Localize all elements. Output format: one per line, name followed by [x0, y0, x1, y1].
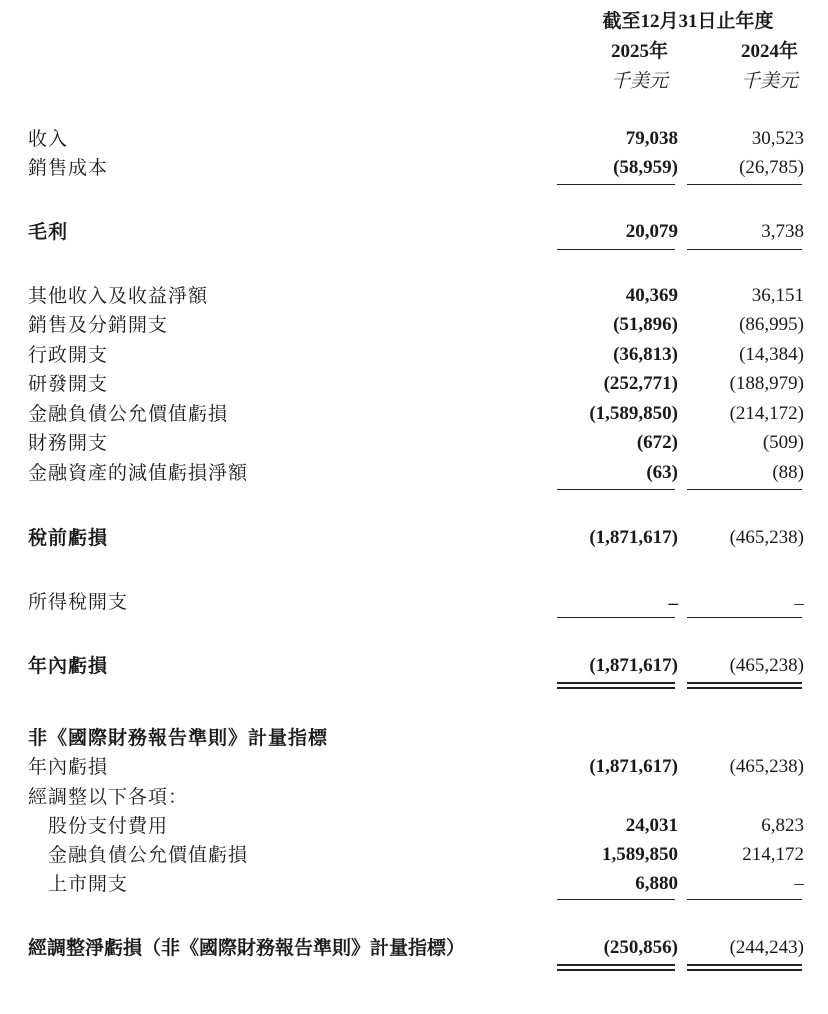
- row-label-cost-of-sales: 銷售成本: [28, 157, 109, 179]
- subtotal-rule: [557, 249, 675, 250]
- value-2025-finance: (672): [636, 432, 678, 453]
- value-2025-impairment: (63): [646, 462, 678, 483]
- subtotal-rule: [557, 617, 675, 618]
- value-2024-loss-before-tax: (465,238): [729, 527, 804, 548]
- value-2025-income-tax: –: [668, 593, 678, 614]
- value-2024-listing: –: [794, 873, 804, 894]
- value-2024-adjusted-net-loss: (244,243): [729, 937, 804, 958]
- subtotal-rule: [557, 489, 675, 490]
- total-double-rule: [557, 964, 675, 971]
- non-ifrs-section-title: 非《國際財務報告準則》計量指標: [28, 727, 329, 749]
- value-2025-other-income: 40,369: [625, 285, 678, 306]
- value-2024-non-ifrs-loss: (465,238): [729, 756, 804, 777]
- value-2025-sbc: 24,031: [625, 815, 678, 836]
- value-2024-fv-loss: (214,172): [729, 403, 804, 424]
- value-2024-selling: (86,995): [739, 314, 804, 335]
- value-2025-loss-for-year: (1,871,617): [589, 655, 678, 676]
- row-label-listing: 上市開支: [48, 873, 129, 895]
- row-label-revenue: 收入: [28, 128, 69, 150]
- row-label-fv-loss: 金融負債公允價值虧損: [28, 403, 229, 425]
- value-2024-gross-profit: 3,738: [761, 221, 804, 242]
- row-label-loss-for-year: 年內虧損: [28, 655, 109, 677]
- value-2025-adjusted-net-loss: (250,856): [603, 937, 678, 958]
- value-2025-fv-loss: (1,589,850): [589, 403, 678, 424]
- value-2024-admin: (14,384): [739, 344, 804, 365]
- row-label-sbc: 股份支付費用: [48, 815, 169, 837]
- row-label-non-ifrs-fv-loss: 金融負債公允價值虧損: [48, 844, 249, 866]
- value-2025-admin: (36,813): [613, 344, 678, 365]
- value-2024-loss-for-year: (465,238): [729, 655, 804, 676]
- row-label-impairment: 金融資產的減值虧損淨額: [28, 462, 249, 484]
- subtotal-rule: [687, 489, 802, 490]
- subtotal-rule: [687, 249, 802, 250]
- value-2025-selling: (51,896): [613, 314, 678, 335]
- value-2025-rnd: (252,771): [603, 373, 678, 394]
- subtotal-rule: [687, 899, 802, 900]
- row-label-rnd: 研發開支: [28, 373, 109, 395]
- unit-2025-header: 千美元: [610, 71, 668, 92]
- total-double-rule: [687, 682, 802, 689]
- subtotal-rule: [557, 899, 675, 900]
- value-2025-gross-profit: 20,079: [625, 221, 678, 242]
- subtotal-rule: [557, 184, 675, 185]
- value-2025-revenue: 79,038: [625, 128, 678, 149]
- value-2025-non-ifrs-fv-loss: 1,589,850: [602, 844, 678, 865]
- value-2025-loss-before-tax: (1,871,617): [589, 527, 678, 548]
- value-2024-rnd: (188,979): [729, 373, 804, 394]
- value-2024-cost-of-sales: (26,785): [739, 157, 804, 178]
- subtotal-rule: [687, 617, 802, 618]
- value-2024-finance: (509): [762, 432, 804, 453]
- value-2025-non-ifrs-loss: (1,871,617): [589, 756, 678, 777]
- value-2024-sbc: 6,823: [761, 815, 804, 836]
- adjusted-for-label: 經調整以下各項：: [28, 786, 189, 808]
- row-label-income-tax: 所得稅開支: [28, 591, 129, 613]
- row-label-non-ifrs-loss: 年內虧損: [28, 756, 109, 778]
- row-label-gross-profit: 毛利: [28, 221, 69, 243]
- unit-2024-header: 千美元: [740, 71, 798, 92]
- row-label-selling: 銷售及分銷開支: [28, 314, 169, 336]
- value-2025-listing: 6,880: [635, 873, 678, 894]
- total-double-rule: [557, 682, 675, 689]
- value-2025-cost-of-sales: (58,959): [613, 157, 678, 178]
- value-2024-other-income: 36,151: [751, 285, 804, 306]
- value-2024-revenue: 30,523: [751, 128, 804, 149]
- period-header: 截至12月31日止年度: [602, 11, 774, 32]
- row-label-admin: 行政開支: [28, 344, 109, 366]
- year-2024-header: 2024年: [740, 41, 798, 62]
- row-label-finance: 財務開支: [28, 432, 109, 454]
- row-label-other-income: 其他收入及收益淨額: [28, 285, 209, 307]
- row-label-adjusted-net-loss: 經調整淨虧損（非《國際財務報告準則》計量指標）: [28, 937, 466, 959]
- value-2024-impairment: (88): [772, 462, 804, 483]
- year-2025-header: 2025年: [610, 41, 668, 62]
- subtotal-rule: [687, 184, 802, 185]
- total-double-rule: [687, 964, 802, 971]
- value-2024-non-ifrs-fv-loss: 214,172: [742, 844, 804, 865]
- value-2024-income-tax: –: [794, 593, 804, 614]
- row-label-loss-before-tax: 稅前虧損: [28, 527, 109, 549]
